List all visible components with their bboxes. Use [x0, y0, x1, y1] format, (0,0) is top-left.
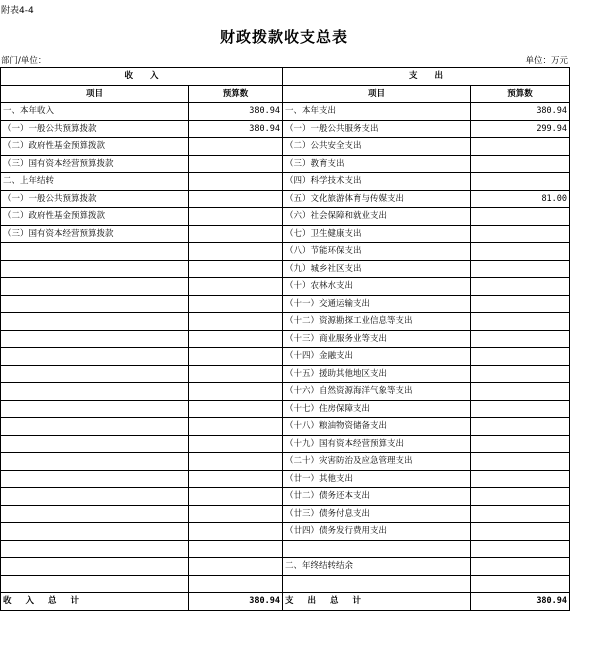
expense-item-cell: （廿三）债务付息支出 — [283, 505, 471, 523]
expense-item-cell: （八）节能环保支出 — [283, 243, 471, 261]
income-item-cell — [1, 575, 189, 593]
expense-item-cell: （十六）自然资源海洋气象等支出 — [283, 383, 471, 401]
expense-amount-cell — [471, 575, 570, 593]
expense-item-header: 项目 — [283, 85, 471, 103]
expense-item-cell: （十五）援助其他地区支出 — [283, 365, 471, 383]
table-row — [1, 173, 570, 191]
income-amount-cell — [189, 400, 283, 418]
table-row — [1, 155, 570, 173]
expense-item-cell: （六）社会保障和就业支出 — [283, 208, 471, 226]
table-row — [1, 505, 570, 523]
table-row — [1, 400, 570, 418]
expense-item-cell: （二）公共安全支出 — [283, 138, 471, 156]
page-title: 财政拨款收支总表 — [219, 28, 348, 46]
income-item-cell — [1, 418, 189, 436]
table-row — [1, 453, 570, 471]
income-item-cell: （一）一般公共预算拨款 — [1, 120, 189, 138]
income-item-cell — [1, 400, 189, 418]
expense-amount-cell — [471, 453, 570, 471]
income-item-cell: 一、本年收入 — [1, 103, 189, 121]
table-row — [1, 348, 570, 366]
income-item-cell: （一）一般公共预算拨款 — [1, 190, 189, 208]
table-row — [1, 418, 570, 436]
income-amount-cell — [189, 488, 283, 506]
income-item-cell — [1, 435, 189, 453]
table-row — [1, 435, 570, 453]
expense-amount-cell — [471, 435, 570, 453]
income-amount-cell — [189, 278, 283, 296]
expense-amount-cell — [471, 348, 570, 366]
expense-amount-cell — [471, 208, 570, 226]
income-amount-cell — [189, 453, 283, 471]
expense-item-cell: （三）教育支出 — [283, 155, 471, 173]
income-total-label: 收入总计 — [1, 593, 189, 611]
income-amount-cell — [189, 173, 283, 191]
table-row — [1, 138, 570, 156]
expense-amount-cell — [471, 488, 570, 506]
table-row — [1, 383, 570, 401]
table-row — [1, 278, 570, 296]
expense-item-cell: （九）城乡社区支出 — [283, 260, 471, 278]
expense-item-cell — [283, 540, 471, 558]
total-row — [1, 593, 570, 611]
expense-amount-cell — [471, 505, 570, 523]
expense-item-cell: （二十）灾害防治及应急管理支出 — [283, 453, 471, 471]
expense-amount-cell — [471, 260, 570, 278]
income-amount-cell — [189, 435, 283, 453]
income-amount-cell — [189, 540, 283, 558]
income-amount-cell — [189, 348, 283, 366]
section-header-row — [1, 68, 570, 86]
expense-amount-cell — [471, 243, 570, 261]
expense-amount-cell — [471, 383, 570, 401]
expense-amount-cell — [471, 330, 570, 348]
table-row — [1, 488, 570, 506]
income-item-cell — [1, 243, 189, 261]
income-item-cell — [1, 523, 189, 541]
income-item-cell: 二、上年结转 — [1, 173, 189, 191]
expense-item-cell: （七）卫生健康支出 — [283, 225, 471, 243]
table-row — [1, 103, 570, 121]
table-row — [1, 540, 570, 558]
expense-item-cell — [283, 575, 471, 593]
expense-amount-cell — [471, 365, 570, 383]
table-row — [1, 190, 570, 208]
income-item-cell — [1, 540, 189, 558]
income-amount-cell — [189, 558, 283, 576]
income-amount-header: 预算数 — [189, 85, 283, 103]
budget-table — [0, 67, 570, 611]
income-amount-cell — [189, 225, 283, 243]
income-amount-cell — [189, 260, 283, 278]
expense-item-cell: （廿一）其他支出 — [283, 470, 471, 488]
income-item-cell: （三）国有资本经营预算拨款 — [1, 155, 189, 173]
column-header-row — [1, 85, 570, 103]
expense-item-cell: （十三）商业服务业等支出 — [283, 330, 471, 348]
expense-amount-cell: 81.00 — [471, 190, 570, 208]
income-item-cell — [1, 453, 189, 471]
income-amount-cell — [189, 313, 283, 331]
expense-item-cell: （一）一般公共服务支出 — [283, 120, 471, 138]
income-item-cell — [1, 505, 189, 523]
expense-item-cell: （十九）国有资本经营预算支出 — [283, 435, 471, 453]
income-item-cell — [1, 365, 189, 383]
table-row — [1, 558, 570, 576]
income-amount-cell — [189, 330, 283, 348]
expense-total-label: 支出总计 — [283, 593, 471, 611]
table-row — [1, 208, 570, 226]
income-item-cell — [1, 278, 189, 296]
table-row — [1, 330, 570, 348]
income-amount-cell — [189, 208, 283, 226]
expense-item-cell: （十七）住房保障支出 — [283, 400, 471, 418]
expense-amount-cell — [471, 155, 570, 173]
table-row — [1, 470, 570, 488]
expense-item-cell: （廿四）债务发行费用支出 — [283, 523, 471, 541]
expense-item-cell: 一、本年支出 — [283, 103, 471, 121]
expense-item-cell: （廿二）债务还本支出 — [283, 488, 471, 506]
income-amount-cell — [189, 505, 283, 523]
income-section-header: 收 入 — [1, 68, 283, 86]
income-item-cell — [1, 260, 189, 278]
expense-amount-cell — [471, 278, 570, 296]
expense-amount-cell: 380.94 — [471, 103, 570, 121]
table-row — [1, 243, 570, 261]
unit-label: 单位：万元 — [525, 56, 568, 66]
expense-amount-cell — [471, 313, 570, 331]
income-amount-cell — [189, 190, 283, 208]
income-item-cell — [1, 488, 189, 506]
expense-amount-cell — [471, 540, 570, 558]
expense-amount-cell — [471, 400, 570, 418]
expense-amount-cell — [471, 523, 570, 541]
expense-item-cell: 二、年终结转结余 — [283, 558, 471, 576]
expense-item-cell: （十八）粮油物资储备支出 — [283, 418, 471, 436]
income-item-cell — [1, 348, 189, 366]
expense-item-cell: （十四）金融支出 — [283, 348, 471, 366]
expense-item-cell: （四）科学技术支出 — [283, 173, 471, 191]
appendix-label: 附表4-4 — [1, 6, 34, 16]
expense-item-cell: （五）文化旅游体育与传媒支出 — [283, 190, 471, 208]
expense-item-cell: （十一）交通运输支出 — [283, 295, 471, 313]
income-amount-cell — [189, 418, 283, 436]
income-amount-cell: 380.94 — [189, 120, 283, 138]
table-row — [1, 295, 570, 313]
income-item-cell — [1, 313, 189, 331]
income-amount-cell: 380.94 — [189, 103, 283, 121]
expense-item-cell: （十二）资源勘探工业信息等支出 — [283, 313, 471, 331]
income-item-cell — [1, 295, 189, 313]
table-row — [1, 575, 570, 593]
income-item-cell — [1, 330, 189, 348]
expense-item-cell: （十）农林水支出 — [283, 278, 471, 296]
income-total-amount: 380.94 — [189, 593, 283, 611]
income-amount-cell — [189, 295, 283, 313]
expense-amount-cell — [471, 173, 570, 191]
expense-amount-cell — [471, 558, 570, 576]
table-row — [1, 523, 570, 541]
income-amount-cell — [189, 365, 283, 383]
expense-amount-cell: 299.94 — [471, 120, 570, 138]
income-item-cell: （三）国有资本经营预算拨款 — [1, 225, 189, 243]
income-item-cell: （二）政府性基金预算拨款 — [1, 138, 189, 156]
expense-amount-cell — [471, 418, 570, 436]
expense-total-amount: 380.94 — [471, 593, 570, 611]
income-item-cell: （二）政府性基金预算拨款 — [1, 208, 189, 226]
income-amount-cell — [189, 523, 283, 541]
table-row — [1, 260, 570, 278]
income-amount-cell — [189, 575, 283, 593]
expense-amount-cell — [471, 225, 570, 243]
income-item-cell — [1, 383, 189, 401]
table-row — [1, 313, 570, 331]
expense-amount-header: 预算数 — [471, 85, 570, 103]
income-amount-cell — [189, 470, 283, 488]
income-amount-cell — [189, 243, 283, 261]
expense-amount-cell — [471, 295, 570, 313]
table-row — [1, 120, 570, 138]
expense-amount-cell — [471, 138, 570, 156]
income-amount-cell — [189, 138, 283, 156]
income-item-cell — [1, 470, 189, 488]
department-label: 部门/单位： — [1, 56, 47, 66]
income-amount-cell — [189, 155, 283, 173]
expense-section-header: 支 出 — [283, 68, 570, 86]
income-item-header: 项目 — [1, 85, 189, 103]
table-row — [1, 225, 570, 243]
expense-amount-cell — [471, 470, 570, 488]
income-item-cell — [1, 558, 189, 576]
table-row — [1, 365, 570, 383]
income-amount-cell — [189, 383, 283, 401]
